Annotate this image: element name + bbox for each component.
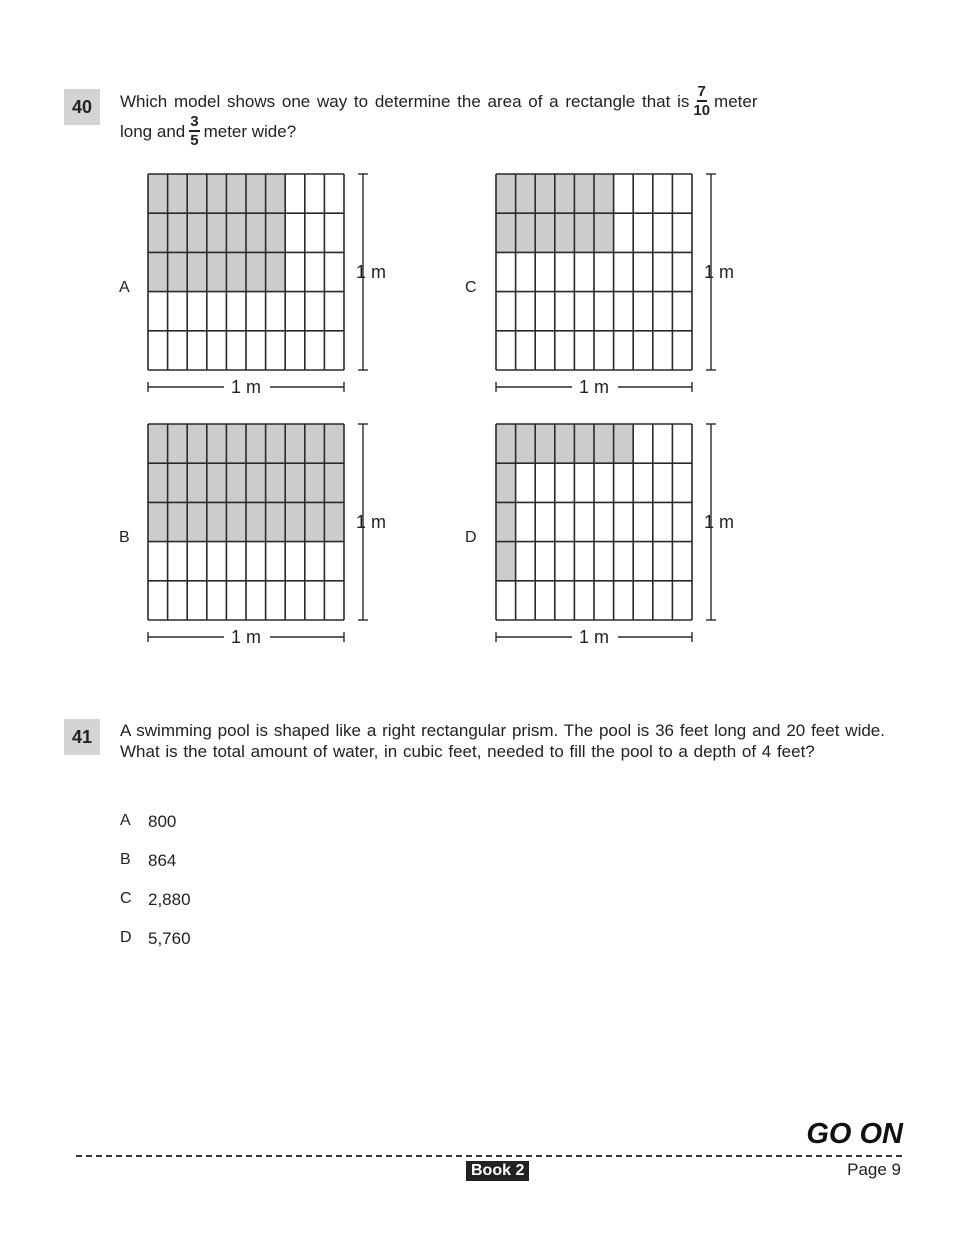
choice-a[interactable] — [120, 812, 191, 851]
book-label: Book 2 — [466, 1161, 529, 1181]
choice-d-letter: D — [120, 929, 132, 946]
choice-b-letter: B — [120, 851, 131, 868]
question-40-text-part2: meter — [714, 91, 758, 111]
width-denominator: 5 — [190, 132, 199, 149]
model-d-shaded-region — [496, 424, 633, 463]
model-b-letter: B — [119, 529, 130, 546]
model-d-letter: D — [465, 529, 477, 546]
model-d-grid — [496, 424, 741, 646]
choice-a-letter: A — [120, 812, 131, 829]
go-on-label: GO ON — [806, 1118, 903, 1150]
model-d-bottom-label: 1 m — [578, 627, 610, 647]
choice-b[interactable] — [120, 851, 191, 890]
choice-c-letter: C — [120, 890, 132, 907]
choice-d[interactable] — [120, 929, 191, 968]
question-40-text — [120, 83, 860, 149]
question-40-text-part1: Which model shows one way to determine the area of a rectangle that is — [120, 91, 690, 111]
model-a-bottom-label: 1 m — [230, 377, 262, 397]
choice-a-value: 800 — [148, 812, 177, 831]
answer-choices — [120, 812, 191, 968]
question-number-40: 40 — [64, 89, 100, 125]
question-40-text-part4: meter wide? — [203, 121, 297, 141]
model-d-shaded-column — [496, 463, 516, 581]
model-a-grid — [148, 174, 393, 396]
width-numerator: 3 — [190, 113, 199, 130]
model-b-side-label: 1 m — [356, 512, 387, 532]
model-a-side-label: 1 m — [356, 262, 387, 282]
model-b-grid — [148, 424, 393, 646]
length-numerator: 7 — [697, 83, 706, 100]
length-fraction — [693, 84, 710, 118]
width-fraction — [189, 114, 199, 148]
model-d-side-label: 1 m — [704, 512, 735, 532]
choice-c-value: 2,880 — [148, 890, 191, 909]
question-41-text: A swimming pool is shaped like a right rectangular prism. The pool is 36 feet long and 20 feet wide. What is the total amount of water, in cubic feet, needed to fill the pool to a depth of 4 feet? — [120, 721, 885, 761]
model-a-shaded-region — [148, 174, 285, 292]
length-denominator: 10 — [693, 102, 711, 119]
model-c-letter: C — [465, 279, 477, 296]
question-40-text-part3: long and — [120, 121, 186, 141]
question-number-41: 41 — [64, 719, 100, 755]
model-c-side-label: 1 m — [704, 262, 735, 282]
model-a-letter: A — [119, 279, 130, 296]
choice-d-value: 5,760 — [148, 929, 191, 948]
model-c-grid — [496, 174, 741, 396]
choice-c[interactable] — [120, 890, 191, 929]
model-b-bottom-label: 1 m — [230, 627, 262, 647]
model-c-bottom-label: 1 m — [578, 377, 610, 397]
page-number: Page 9 — [847, 1160, 901, 1179]
choice-b-value: 864 — [148, 851, 177, 870]
footer-divider — [76, 1155, 902, 1157]
